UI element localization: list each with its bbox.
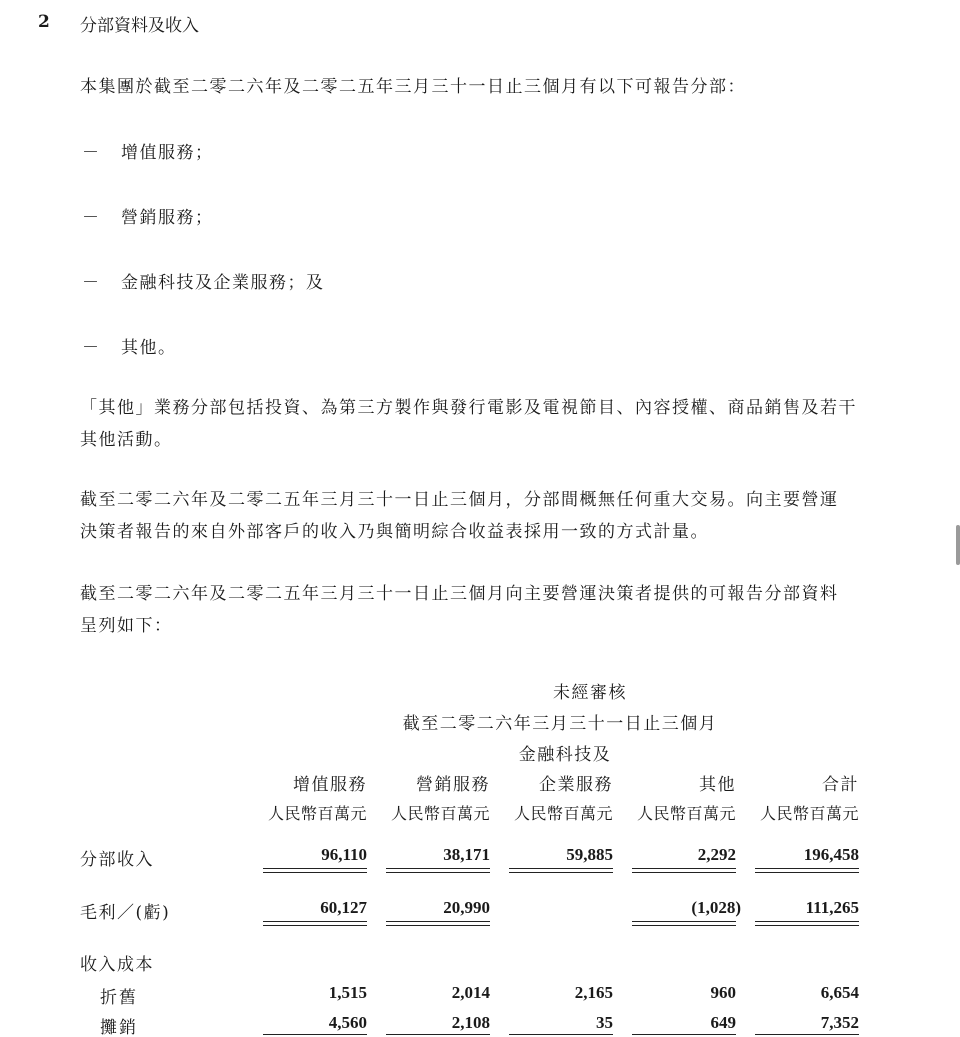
- table-cell: 59,885: [566, 845, 613, 864]
- underline: [263, 921, 367, 922]
- underline: [755, 868, 859, 869]
- table-cell: (1,028): [691, 898, 741, 917]
- column-header-marketing: 營銷服務: [416, 775, 490, 795]
- underline: [386, 872, 490, 873]
- section-number: 2: [38, 12, 50, 32]
- scrollbar-thumb[interactable]: [956, 525, 960, 565]
- bullet-dash: －: [82, 273, 99, 293]
- provided-paragraph-line2: 呈列如下：: [80, 616, 173, 636]
- bullet-dash: －: [82, 143, 99, 163]
- row-label-cost-of-revenue: 收入成本: [80, 955, 154, 975]
- underline: [386, 868, 490, 869]
- intro-paragraph: 本集團於截至二零二六年及二零二五年三月三十一日止三個月有以下可報告分部：: [80, 77, 746, 97]
- table-cell: 20,990: [443, 898, 490, 917]
- table-cell: 111,265: [805, 898, 859, 917]
- underline: [509, 1034, 613, 1035]
- table-cell: 960: [710, 983, 736, 1002]
- others-paragraph-line2: 其他活動。: [80, 430, 173, 450]
- row-label-depreciation: 折舊: [100, 988, 138, 1008]
- column-header-total: 合計: [822, 775, 859, 795]
- underline: [755, 921, 859, 922]
- underline: [263, 868, 367, 869]
- table-cell: 4,560: [328, 1013, 367, 1032]
- table-cell: 2,165: [574, 983, 613, 1002]
- underline: [386, 925, 490, 926]
- table-period: 截至二零二六年三月三十一日止三個月: [402, 714, 718, 734]
- table-audit-status: 未經審核: [553, 683, 627, 703]
- transactions-paragraph-line1: 截至二零二六年及二零二五年三月三十一日止三個月，分部間概無任何重大交易。向主要營運: [80, 490, 839, 510]
- segment-others: 其他。: [121, 338, 177, 358]
- bullet-dash: －: [82, 208, 99, 228]
- segment-value-added-services: 增值服務；: [121, 143, 214, 163]
- others-paragraph-line1: 「其他」業務分部包括投資、為第三方製作與發行電影及電視節目、內容授權、商品銷售及若干: [80, 398, 857, 418]
- underline: [632, 1034, 736, 1035]
- underline: [632, 921, 736, 922]
- underline: [509, 872, 613, 873]
- table-cell: 35: [596, 1013, 613, 1032]
- column-header-vas: 增值服務: [293, 775, 367, 795]
- unit-header: 人民幣百萬元: [267, 804, 367, 823]
- underline: [755, 872, 859, 873]
- table-cell: 7,352: [820, 1013, 859, 1032]
- underline: [509, 868, 613, 869]
- transactions-paragraph-line2: 決策者報告的來自外部客戶的收入乃與簡明綜合收益表採用一致的方式計量。: [80, 522, 709, 542]
- row-label-segment-revenue: 分部收入: [80, 850, 154, 870]
- unit-header: 人民幣百萬元: [513, 804, 613, 823]
- column-header-others: 其他: [699, 775, 736, 795]
- unit-header: 人民幣百萬元: [759, 804, 859, 823]
- table-cell: 2,014: [451, 983, 490, 1002]
- table-cell: 1,515: [328, 983, 367, 1002]
- row-label-gross-profit: 毛利／(虧): [80, 903, 171, 923]
- table-cell: 96,110: [321, 845, 367, 864]
- table-cell: 649: [710, 1013, 736, 1032]
- row-label-amortization: 攤銷: [100, 1018, 138, 1037]
- unit-header: 人民幣百萬元: [636, 804, 736, 823]
- table-cell: 60,127: [320, 898, 367, 917]
- underline: [632, 925, 736, 926]
- underline: [755, 925, 859, 926]
- underline: [632, 868, 736, 869]
- underline: [386, 1034, 490, 1035]
- underline: [632, 872, 736, 873]
- column-header-fintech: 企業服務: [539, 775, 613, 795]
- table-cell: 2,108: [451, 1013, 490, 1032]
- unit-header: 人民幣百萬元: [390, 804, 490, 823]
- table-cell: 38,171: [443, 845, 490, 864]
- underline: [386, 921, 490, 922]
- bullet-dash: －: [82, 338, 99, 358]
- underline: [263, 872, 367, 873]
- table-cell: 2,292: [697, 845, 736, 864]
- provided-paragraph-line1: 截至二零二六年及二零二五年三月三十一日止三個月向主要營運決策者提供的可報告分部資料: [80, 584, 839, 604]
- underline: [755, 1034, 859, 1035]
- segment-fintech-business-services: 金融科技及企業服務；及: [121, 273, 325, 293]
- table-cell: 6,654: [820, 983, 859, 1002]
- underline: [263, 1034, 367, 1035]
- table-cell: 196,458: [803, 845, 859, 864]
- segment-marketing-services: 營銷服務；: [121, 208, 214, 228]
- section-title: 分部資料及收入: [80, 16, 199, 36]
- underline: [263, 925, 367, 926]
- table-col3-top: 金融科技及: [518, 745, 612, 765]
